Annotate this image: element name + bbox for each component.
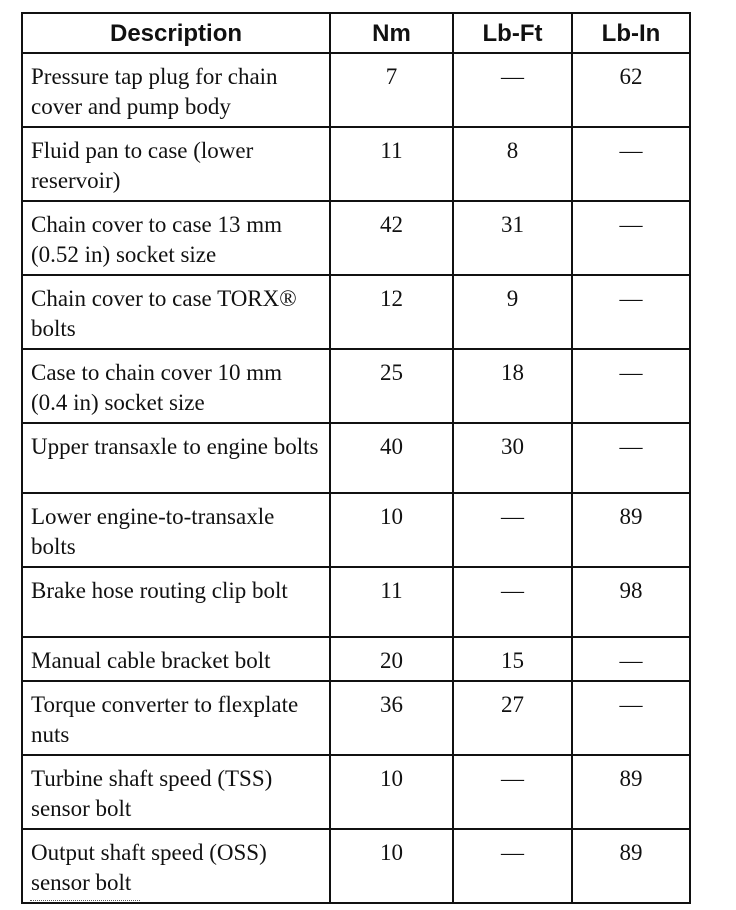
table-row bbox=[22, 127, 690, 201]
scan-artifact-divider bbox=[30, 900, 140, 904]
cell-nm: 25 bbox=[330, 349, 453, 423]
table-header-row bbox=[22, 13, 690, 53]
cell-description: Manual cable bracket bolt bbox=[22, 637, 330, 681]
cell-lbft: — bbox=[453, 755, 572, 829]
cell-nm: 11 bbox=[330, 567, 453, 637]
cell-lbin: 98 bbox=[572, 567, 690, 637]
cell-lbft: — bbox=[453, 493, 572, 567]
cell-lbin: 62 bbox=[572, 53, 690, 127]
cell-lbin: — bbox=[572, 637, 690, 681]
cell-description: Fluid pan to case (lower reservoir) bbox=[22, 127, 330, 201]
cell-description: Chain cover to case 13 mm (0.52 in) socket size bbox=[22, 201, 330, 275]
cell-description: Lower engine-to-transaxle bolts bbox=[22, 493, 330, 567]
table-row bbox=[22, 423, 690, 493]
cell-nm: 36 bbox=[330, 681, 453, 755]
column-header-lbin: Lb-In bbox=[572, 13, 690, 53]
cell-nm: 10 bbox=[330, 493, 453, 567]
table-row bbox=[22, 275, 690, 349]
cell-lbft: 30 bbox=[453, 423, 572, 493]
cell-nm: 20 bbox=[330, 637, 453, 681]
cell-description: Torque converter to flexplate nuts bbox=[22, 681, 330, 755]
cell-nm: 10 bbox=[330, 755, 453, 829]
cell-description: Turbine shaft speed (TSS) sensor bolt bbox=[22, 755, 330, 829]
cell-lbft: 15 bbox=[453, 637, 572, 681]
cell-lbin: — bbox=[572, 201, 690, 275]
cell-nm: 12 bbox=[330, 275, 453, 349]
table-row bbox=[22, 681, 690, 755]
cell-nm: 11 bbox=[330, 127, 453, 201]
table-row bbox=[22, 53, 690, 127]
cell-nm: 42 bbox=[330, 201, 453, 275]
cell-lbin: 89 bbox=[572, 755, 690, 829]
cell-lbft: — bbox=[453, 567, 572, 637]
column-header-description: Description bbox=[22, 13, 330, 53]
cell-lbin: — bbox=[572, 349, 690, 423]
table-row bbox=[22, 349, 690, 423]
table-row bbox=[22, 755, 690, 829]
cell-lbin: — bbox=[572, 275, 690, 349]
cell-lbft: 8 bbox=[453, 127, 572, 201]
cell-lbft: — bbox=[453, 829, 572, 903]
cell-lbft: 18 bbox=[453, 349, 572, 423]
table-row bbox=[22, 829, 690, 903]
cell-description: Output shaft speed (OSS) sensor bolt bbox=[22, 829, 330, 903]
cell-lbin: — bbox=[572, 423, 690, 493]
table-row bbox=[22, 493, 690, 567]
cell-lbft: 9 bbox=[453, 275, 572, 349]
cell-description: Upper transaxle to engine bolts bbox=[22, 423, 330, 493]
cell-nm: 7 bbox=[330, 53, 453, 127]
cell-lbin: — bbox=[572, 127, 690, 201]
cell-nm: 10 bbox=[330, 829, 453, 903]
cell-description: Chain cover to case TORX® bolts bbox=[22, 275, 330, 349]
cell-description: Brake hose routing clip bolt bbox=[22, 567, 330, 637]
cell-description: Case to chain cover 10 mm (0.4 in) socket size bbox=[22, 349, 330, 423]
cell-lbin: — bbox=[572, 681, 690, 755]
column-header-lbft: Lb-Ft bbox=[453, 13, 572, 53]
table-row bbox=[22, 201, 690, 275]
cell-lbin: 89 bbox=[572, 829, 690, 903]
cell-lbft: 31 bbox=[453, 201, 572, 275]
table-row bbox=[22, 567, 690, 637]
cell-lbft: — bbox=[453, 53, 572, 127]
table-row bbox=[22, 637, 690, 681]
cell-lbin: 89 bbox=[572, 493, 690, 567]
cell-nm: 40 bbox=[330, 423, 453, 493]
cell-description: Pressure tap plug for chain cover and pump body bbox=[22, 53, 330, 127]
torque-spec-table bbox=[21, 12, 691, 904]
column-header-nm: Nm bbox=[330, 13, 453, 53]
cell-lbft: 27 bbox=[453, 681, 572, 755]
